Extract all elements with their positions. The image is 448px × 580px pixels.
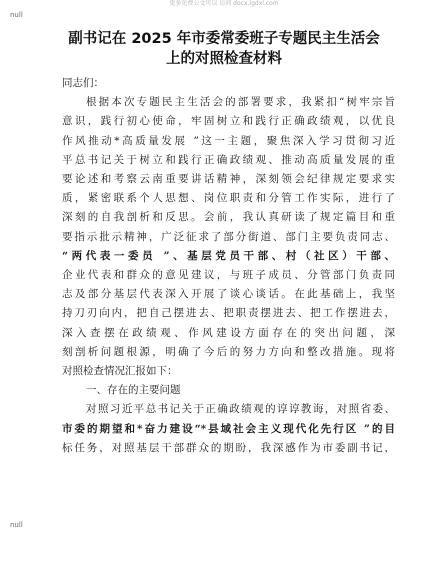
page-mark-bottom: null (10, 521, 23, 529)
paragraph-line: 平总书记关于树立和践行正确政绩观、推动高质量发展的重 (62, 153, 395, 166)
salutation: 同志们： (62, 77, 104, 89)
paragraph-line: 意识，践行初心使命，牢固树立和践行正确政绩观，以优良 (62, 115, 395, 128)
top-watermark: 更多免费公文可以 访问 docx.lgdxl.com (169, 0, 279, 7)
paragraph-line: 质，紧密联系个人思想、岗位职责和分管工作实际，进行了 (62, 192, 395, 205)
paragraph-line: 对照检查情况汇报如下： (62, 365, 178, 378)
paragraph-line: 根据本次专题民主生活会的部署要求，我紧扣“树牢宗旨 (86, 96, 395, 109)
paragraph-line: 要指示批示精神，广泛征求了部分街道、部门主要负责同志、 (62, 230, 395, 243)
document-title (20, 29, 428, 69)
paragraph-line: 志及部分基层代表深入开展了谈心谈话。在此基础上，我坚 (62, 288, 395, 301)
title-line-2: 上的对照检查材料 (166, 51, 282, 67)
paragraph-line: 作风推动*高质量发展 ”这一主题，聚焦深入学习贯彻习近 (62, 134, 395, 147)
paragraph-line: 市委的期望和*奋力建设“*县域社会主义现代化先行区 ”的目 (62, 422, 395, 435)
paragraph-line: 企业代表和群众的意见建议，与班子成员、分管部门负责同 (62, 269, 395, 282)
paragraph-line: 持刀刃向内，把自己摆进去、把职责摆进去、把工作摆进去， (62, 307, 395, 320)
title-line-1: 副书记在 2025 年市委常委班子专题民主生活会 (68, 31, 380, 47)
section-heading: 一、存在的主要问题 (86, 384, 181, 397)
paragraph-line: 对照习近平总书记关于正确政绩观的谆谆教诲，对照省委、 (86, 403, 395, 416)
paragraph-line: 刻剖析问题根源，明确了今后的努力方向和整改措施。现将 (62, 345, 395, 358)
document-body (62, 74, 395, 458)
paragraph-line: “两代表一委员 ”、基层党员干部、村（社区）干部、 (62, 249, 395, 262)
paragraph-line: 深入查摆在政绩观、作风建设方面存在的突出问题，深 (62, 326, 395, 339)
paragraph-line: 标任务，对照基层干部群众的期盼，我深感作为市委副书记， (62, 441, 395, 454)
paragraph-line: 要论述和考察云南重要讲话精神，深刻领会纪律规定要求实 (62, 173, 395, 186)
page-mark-top: null (10, 11, 23, 19)
paragraph-line: 深刻的自我剖析和反思。会前，我认真研读了规定篇目和重 (62, 211, 395, 224)
